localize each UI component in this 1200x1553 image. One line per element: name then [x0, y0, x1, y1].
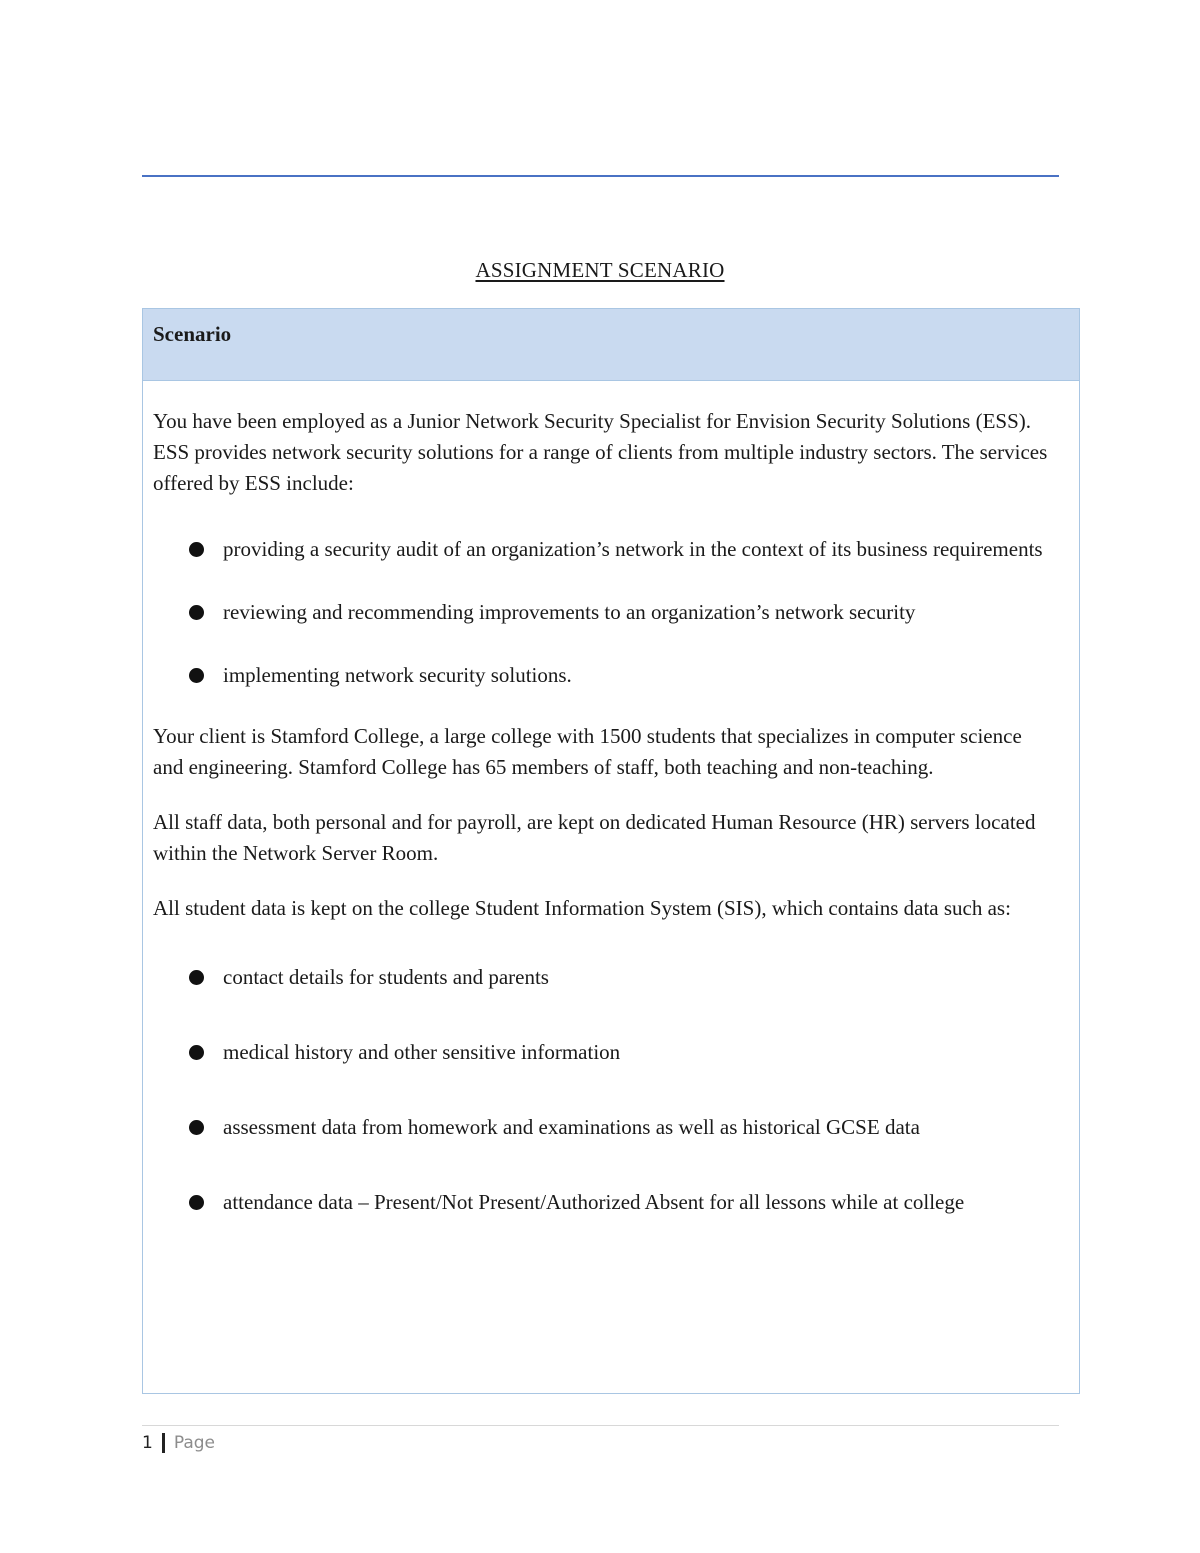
document-title: ASSIGNMENT SCENARIO: [475, 258, 725, 282]
list-item-text: providing a security audit of an organization’s network in the context of its business requirements: [223, 537, 1043, 561]
list-item-text: assessment data from homework and examinations as well as historical GCSE data: [223, 1115, 920, 1139]
student-paragraph: All student data is kept on the college Student Information System (SIS), which contains data such as:: [153, 896, 1011, 920]
scenario-table: [142, 308, 1080, 1394]
footer-rule: [142, 1425, 1059, 1426]
student-data-list: [153, 958, 1055, 1222]
scenario-heading: Scenario: [143, 309, 1079, 381]
list-item-text: contact details for students and parents: [223, 965, 549, 989]
list-item-text: implementing network security solutions.: [223, 663, 572, 687]
list-item: [153, 530, 1055, 569]
list-item: [153, 958, 1055, 997]
intro-paragraph: You have been employed as a Junior Network Security Specialist for Envision Security Solutions (ESS). ESS provides network security solutions for a range of clients from multiple industry sectors. The services offered by ESS include:: [153, 409, 1048, 495]
list-item: [153, 1183, 1055, 1222]
bullet-icon: [189, 1120, 204, 1135]
list-item: [153, 593, 1055, 632]
bullet-icon: [189, 970, 204, 985]
list-item: [153, 656, 1055, 695]
page-footer: [142, 1433, 215, 1453]
client-paragraph: Your client is Stamford College, a large college with 1500 students that specializes in computer science and engineering. Stamford College has 65 members of staff, both teaching and non-teaching.: [153, 724, 1022, 779]
list-item: [153, 1033, 1055, 1072]
scenario-body: [143, 381, 1079, 1222]
bullet-icon: [189, 542, 204, 557]
page-separator: [162, 1433, 165, 1453]
list-item: [153, 1108, 1055, 1147]
page-label: Page: [173, 1433, 215, 1453]
list-item-text: reviewing and recommending improvements to an organization’s network security: [223, 600, 916, 624]
bullet-icon: [189, 1045, 204, 1060]
list-item-text: medical history and other sensitive information: [223, 1040, 621, 1064]
bullet-icon: [189, 605, 204, 620]
bullet-icon: [189, 668, 204, 683]
page-number: 1: [142, 1433, 153, 1453]
staff-paragraph: All staff data, both personal and for payroll, are kept on dedicated Human Resource (HR) servers located within the Network Server Room.: [153, 810, 1036, 865]
list-item-text: attendance data – Present/Not Present/Authorized Absent for all lessons while at college: [223, 1190, 965, 1214]
header-rule: [142, 175, 1059, 177]
services-list: [153, 530, 1055, 695]
bullet-icon: [189, 1195, 204, 1210]
